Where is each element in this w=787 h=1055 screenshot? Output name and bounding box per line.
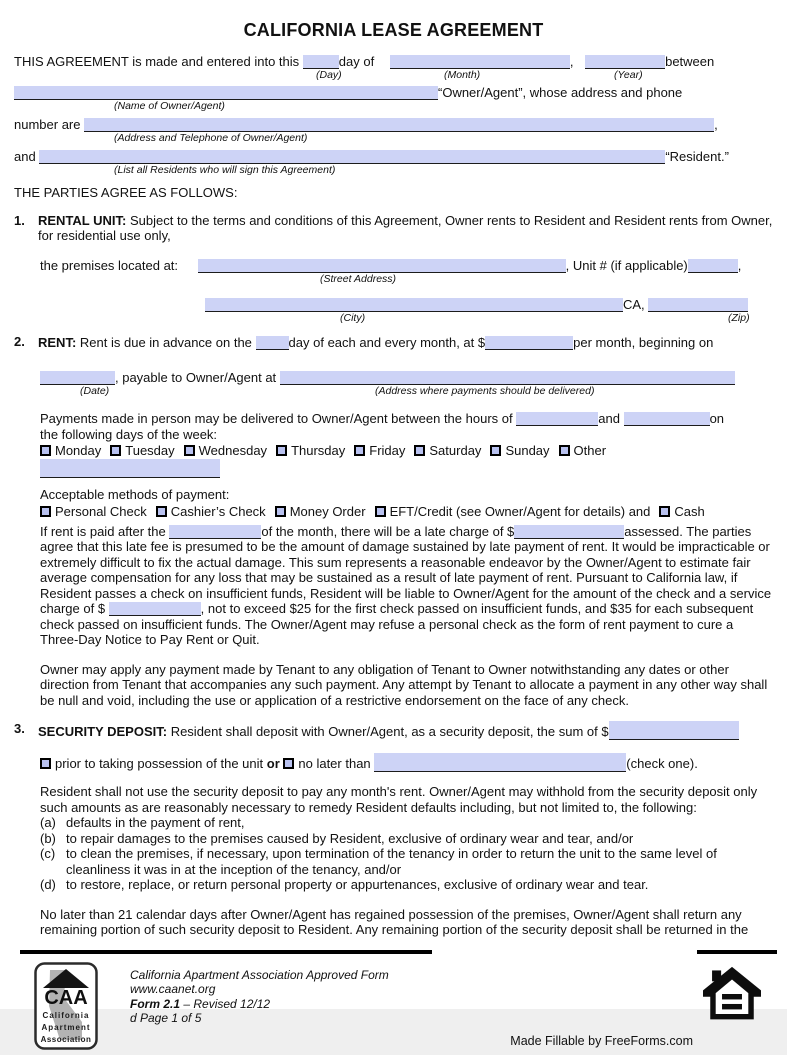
days-of-week-label: the following days of the week: xyxy=(40,426,218,442)
section-2-heading: RENT: xyxy=(38,334,77,350)
deposit-item-a xyxy=(40,815,773,831)
intro-line-1 xyxy=(14,53,773,70)
city-field[interactable] xyxy=(205,298,623,312)
caption-month: (Month) xyxy=(444,69,481,81)
intro-line3-text: number are xyxy=(14,117,81,132)
section-2-rent xyxy=(14,334,773,351)
checkbox-thursday[interactable] xyxy=(276,445,287,456)
footer-website: www.caanet.org xyxy=(130,982,216,996)
deposit-check-one-line xyxy=(40,753,773,772)
premises-comma: , xyxy=(737,257,742,273)
rent-line1-a: Rent is due in advance on the xyxy=(79,334,252,350)
deposit-item-c xyxy=(40,846,773,877)
checkbox-sunday[interactable] xyxy=(490,445,501,456)
caa-word-california: California xyxy=(42,1010,90,1020)
footer-rule-left xyxy=(20,950,432,954)
rent-day-field[interactable] xyxy=(256,336,289,350)
unit-number-field[interactable] xyxy=(688,259,738,273)
day-field[interactable] xyxy=(303,55,339,69)
intro-line4-text-b: “Resident.” xyxy=(665,149,729,164)
late-charge-amount-field[interactable] xyxy=(514,525,624,539)
intro-captions-3 xyxy=(14,133,773,144)
deposit-body xyxy=(14,753,773,938)
rent-line1-b: day of each and every month, at $ xyxy=(288,334,486,350)
footer-page-number: d Page 1 of 5 xyxy=(130,1011,202,1025)
checkbox-wednesday[interactable] xyxy=(184,445,195,456)
premises-line xyxy=(40,257,773,274)
caption-payment-address: (Address where payments should be delivered) xyxy=(375,384,595,397)
caa-acronym: CAA xyxy=(44,986,88,1009)
checkbox-personal-check[interactable] xyxy=(40,506,51,517)
deposit-usage-paragraph: Resident shall not use the security deposit to pay any month's rent. Owner/Agent may withhold from the security deposit only such amounts as are reasonably necessary to remedy Resident defaults including, but not limited to, the following: xyxy=(40,784,758,815)
late-charge-paragraph xyxy=(40,524,773,648)
item-b-tag: (b) xyxy=(40,830,56,846)
other-days-field[interactable] xyxy=(40,459,220,478)
unit-label: , Unit # (if applicable) xyxy=(565,257,688,273)
section-1-number: 1. xyxy=(14,212,25,228)
days-of-week-row xyxy=(40,442,773,478)
rent-amount-field[interactable] xyxy=(485,336,573,350)
method-label-cash: Cash xyxy=(674,503,705,519)
footer-rules xyxy=(14,950,773,955)
deposit-item-d xyxy=(40,877,773,893)
premises-block xyxy=(14,257,773,324)
checkbox-no-later-than[interactable] xyxy=(283,758,294,769)
intro-line-3 xyxy=(14,116,773,133)
late-text-c: assessed. The parties agree that this late fee is presumed to be the amount of damage sustained by late payment of rent. It would be impracticable or extremely difficult to fix the actual damage. This sum represents a reasonable endeavor by the Owner/Agent to estimate fair average compensation for any loss that may be sustained as a result of late payment of rent. Pursuant to California law, if Resident passes a check on insufficient funds, Resident will be liable to Owner/Agent for the amount of the check and a service charge of $ xyxy=(40,523,772,616)
checkbox-friday[interactable] xyxy=(354,445,365,456)
intro-captions-4 xyxy=(14,165,773,176)
parties-agree-line: THE PARTIES AGREE AS FOLLOWS: xyxy=(14,185,238,200)
payment-address-field[interactable] xyxy=(280,371,735,385)
intro-line1-text-a: THIS AGREEMENT is made and entered into this xyxy=(14,54,300,69)
intro-line-2 xyxy=(14,84,773,101)
item-c-text: to clean the premises, if necessary, upon termination of the tenancy in order to return the unit to the same level of cleanliness it was in at the inception of the tenancy, and/or xyxy=(66,846,717,877)
caa-logo xyxy=(34,962,98,1050)
rent-line1-c: per month, beginning on xyxy=(573,334,714,350)
late-text-b: of the month, there will be a late charge of $ xyxy=(261,523,515,539)
section-2-number: 2. xyxy=(14,333,25,349)
item-d-text: to restore, replace, or return personal property or appurtenances, exclusive of ordinary wear and tear. xyxy=(66,877,649,892)
deposit-or: or xyxy=(266,756,280,771)
section-1-rental-unit xyxy=(14,213,773,244)
apply-payment-paragraph: Owner may apply any payment made by Tenant to any obligation of Tenant to Owner notwithstanding any dates or other direction from Tenant that accompanies any such payment. Any attempt by Tenant to allocate a payment in any other way shall be null and void, including the use or application of a restrictive endorsement on the face of any check. xyxy=(40,661,768,708)
intro-line-4 xyxy=(14,148,773,165)
checkbox-monday[interactable] xyxy=(40,445,51,456)
owner-name-field[interactable] xyxy=(14,86,438,100)
no-later-than-date-field[interactable] xyxy=(374,753,626,772)
deposit-amount-field[interactable] xyxy=(609,721,739,740)
owner-address-field[interactable] xyxy=(84,118,714,132)
street-caption-row xyxy=(40,274,773,285)
intro-line1-text-b: day of xyxy=(338,54,375,69)
section-1-body: Subject to the terms and conditions of this Agreement, Owner rents to Resident and Resident rents from Owner, for residential use only, xyxy=(38,212,773,243)
late-text-d: , not to exceed $25 for the first check passed on insufficient funds, and $35 for each subsequent check passed on insufficient funds. The Owner/Agent may refuse a personal check as the form of rent payment to cure a Three-Day Notice to Pay Rent or Quit. xyxy=(40,601,754,647)
page-title: CALIFORNIA LEASE AGREEMENT xyxy=(243,20,544,40)
intro-captions-2 xyxy=(14,101,773,112)
checkbox-tuesday[interactable] xyxy=(110,445,121,456)
intro-captions-1 xyxy=(14,70,773,81)
hours-text-c: on xyxy=(709,410,725,426)
caa-word-association: Association xyxy=(40,1034,92,1044)
deposit-option-2: no later than xyxy=(298,756,371,771)
caption-street-address: (Street Address) xyxy=(320,272,397,285)
caption-city: (City) xyxy=(340,311,366,324)
begin-date-field[interactable] xyxy=(40,371,115,385)
hours-line xyxy=(40,410,773,427)
footer-form-number: Form 2.1 xyxy=(130,996,181,1011)
checkbox-other-day[interactable] xyxy=(559,445,570,456)
caption-day: (Day) xyxy=(316,69,342,81)
footer-text-block xyxy=(130,968,389,1026)
residents-field[interactable] xyxy=(39,150,665,164)
method-label-eft-credit: EFT/Credit (see Owner/Agent for details) and xyxy=(389,503,651,519)
section-3-number: 3. xyxy=(14,721,25,736)
item-d-tag: (d) xyxy=(40,877,56,892)
caption-zip: (Zip) xyxy=(728,311,750,324)
nsf-service-charge-field[interactable] xyxy=(109,602,201,616)
hours-to-field[interactable] xyxy=(624,412,710,426)
city-caption-row xyxy=(40,313,773,324)
hours-text-b: and xyxy=(598,410,620,426)
checkbox-cash[interactable] xyxy=(659,506,670,517)
intro-line1-text-c: between xyxy=(665,54,715,69)
rent-payable-block xyxy=(14,369,773,709)
caption-year: (Year) xyxy=(614,69,643,81)
day-label-other: Other xyxy=(573,443,607,458)
footer-rule-right xyxy=(697,950,777,954)
page-footer xyxy=(14,960,773,1055)
method-label-personal-check: Personal Check xyxy=(55,503,147,519)
intro-line2-text: “Owner/Agent”, whose address and phone xyxy=(438,85,683,100)
check-one-label: (check one). xyxy=(626,756,698,771)
deposit-return-paragraph: No later than 21 calendar days after Owner/Agent has regained possession of the premises, Owner/Agent shall return any remaining portion of such security deposit to Resident. Any remaining portion of the security deposit shall be returned in the xyxy=(40,906,749,937)
section-3-heading: SECURITY DEPOSIT: xyxy=(38,724,168,739)
equal-housing-icon xyxy=(703,964,761,1024)
day-label-wednesday: Wednesday xyxy=(198,443,268,458)
deposit-line1-text: Resident shall deposit with Owner/Agent, as a security deposit, the sum of $ xyxy=(170,724,609,739)
made-fillable-credit: Made Fillable by FreeForms.com xyxy=(510,1033,693,1048)
checkbox-saturday[interactable] xyxy=(414,445,425,456)
intro-line1-comma: , xyxy=(569,54,574,69)
month-field[interactable] xyxy=(390,55,570,69)
state-label: CA, xyxy=(623,296,645,312)
checkbox-eft-credit[interactable] xyxy=(375,506,386,517)
section-1-heading: RENTAL UNIT: xyxy=(38,212,127,228)
late-text-a: If rent is paid after the xyxy=(40,523,166,539)
checkbox-money-order[interactable] xyxy=(275,506,286,517)
premises-label: the premises located at: xyxy=(40,257,179,273)
caption-residents: (List all Residents who will sign this Agreement) xyxy=(114,164,336,176)
item-a-tag: (a) xyxy=(40,815,56,830)
caa-word-apartment: Apartment xyxy=(41,1022,91,1032)
rent-caption-row xyxy=(40,386,773,397)
late-after-day-field[interactable] xyxy=(169,525,261,539)
methods-row xyxy=(40,503,773,520)
item-b-text: to repair damages to the premises caused by Resident, exclusive of ordinary wear and tear, and/or xyxy=(66,830,634,846)
method-label-cashiers-check: Cashier’s Check xyxy=(170,503,266,519)
caption-owner-name: (Name of Owner/Agent) xyxy=(114,100,225,112)
zip-field[interactable] xyxy=(648,298,748,312)
checkbox-cashiers-check[interactable] xyxy=(156,506,167,517)
rent-payable-line xyxy=(40,369,773,386)
day-label-monday: Monday xyxy=(55,443,102,458)
item-a-text: defaults in the payment of rent, xyxy=(66,815,245,830)
day-label-friday: Friday xyxy=(369,443,406,458)
day-label-tuesday: Tuesday xyxy=(125,443,175,458)
day-label-sunday: Sunday xyxy=(505,443,550,458)
day-label-saturday: Saturday xyxy=(429,443,482,458)
method-label-money-order: Money Order xyxy=(289,503,366,519)
footer-revision: – Revised 12/12 xyxy=(180,996,271,1011)
caption-date: (Date) xyxy=(80,384,110,397)
hours-text-a: Payments made in person may be delivered to Owner/Agent between the hours of xyxy=(40,410,513,426)
intro-line4-text-a: and xyxy=(14,149,36,164)
city-line xyxy=(40,296,773,313)
payable-label: , payable to Owner/Agent at xyxy=(115,369,277,385)
item-c-tag: (c) xyxy=(40,846,56,861)
deposit-option-1: prior to taking possession of the unit xyxy=(55,756,264,771)
hours-from-field[interactable] xyxy=(516,412,598,426)
section-3-security-deposit xyxy=(14,721,773,740)
day-label-thursday: Thursday xyxy=(291,443,346,458)
footer-approved-form-line: California Apartment Association Approved Form xyxy=(130,967,389,982)
checkbox-prior-possession[interactable] xyxy=(40,758,51,769)
street-address-field[interactable] xyxy=(198,259,566,273)
intro-line3-comma: , xyxy=(714,117,718,132)
year-field[interactable] xyxy=(585,55,665,69)
methods-label: Acceptable methods of payment: xyxy=(40,487,230,502)
footer-form-revision-line xyxy=(130,997,389,1012)
caption-owner-address: (Address and Telephone of Owner/Agent) xyxy=(114,132,308,144)
deposit-item-b xyxy=(40,831,773,847)
